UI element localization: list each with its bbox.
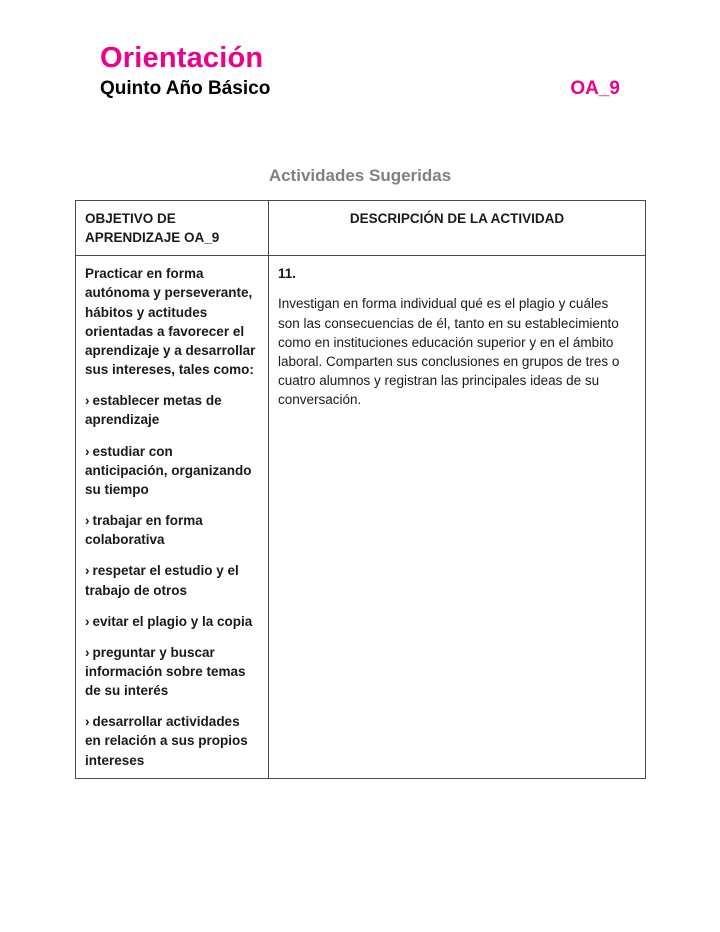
chevron-bullet-icon: › [85, 393, 90, 409]
chevron-bullet-icon: › [85, 644, 90, 660]
description-column-header: DESCRIPCIÓN DE LA ACTIVIDAD [269, 201, 646, 256]
objective-item-text: estudiar con anticipación, organizando su tiempo [85, 443, 252, 497]
objective-item-text: establecer metas de aprendizaje [85, 393, 222, 428]
table-body-row [76, 256, 646, 778]
objective-intro: Practicar en forma autónoma y perseverante, hábitos y actitudes orientadas a favorecer el aprendizaje y a desarrollar sus intereses, tales como: [85, 266, 256, 378]
chevron-bullet-icon: › [85, 714, 90, 730]
objective-item [85, 712, 259, 769]
chevron-bullet-icon: › [85, 443, 90, 459]
activity-description: Investigan en forma individual qué es el plagio y cuáles son las consecuencias de él, tanto en su establecimiento como en instituciones educación superior y en el ámbito laboral. Comparten sus conclusiones en grupos de tres o cuatro alumnos y registran las principales ideas de su conversación. [278, 296, 620, 408]
grade-subtitle: Quinto Año Básico [100, 78, 271, 100]
objective-column-header: OBJETIVO DE APRENDIZAJE OA_9 [76, 201, 269, 256]
objective-item [85, 643, 259, 700]
section-title: Actividades Sugeridas [268, 166, 452, 185]
objective-item-text: preguntar y buscar información sobre temas de su interés [85, 644, 246, 699]
objective-item-text: evitar el plagio y la copia [92, 613, 253, 629]
activity-cell [269, 256, 646, 778]
chevron-bullet-icon: › [85, 563, 90, 579]
objective-item [85, 561, 259, 599]
objective-item-text: trabajar en forma colaborativa [85, 513, 203, 548]
objective-item [85, 391, 259, 429]
chevron-bullet-icon: › [85, 613, 90, 629]
activity-number: 11. [278, 266, 297, 282]
objective-item [85, 612, 259, 631]
objective-cell [76, 256, 269, 778]
oa-code-label: OA_9 [570, 78, 620, 100]
objective-item-text: respetar el estudio y el trabajo de otros [85, 563, 239, 598]
chevron-bullet-icon: › [85, 513, 90, 529]
objective-item [85, 511, 259, 549]
objective-item-text: desarrollar actividades en relación a sus propios intereses [85, 714, 248, 768]
table-header-row [76, 201, 646, 256]
subject-title: Orientación [100, 42, 264, 74]
objective-item [85, 442, 259, 499]
subtitle-row [100, 78, 620, 100]
activities-table [75, 200, 646, 779]
page-header [100, 42, 620, 100]
